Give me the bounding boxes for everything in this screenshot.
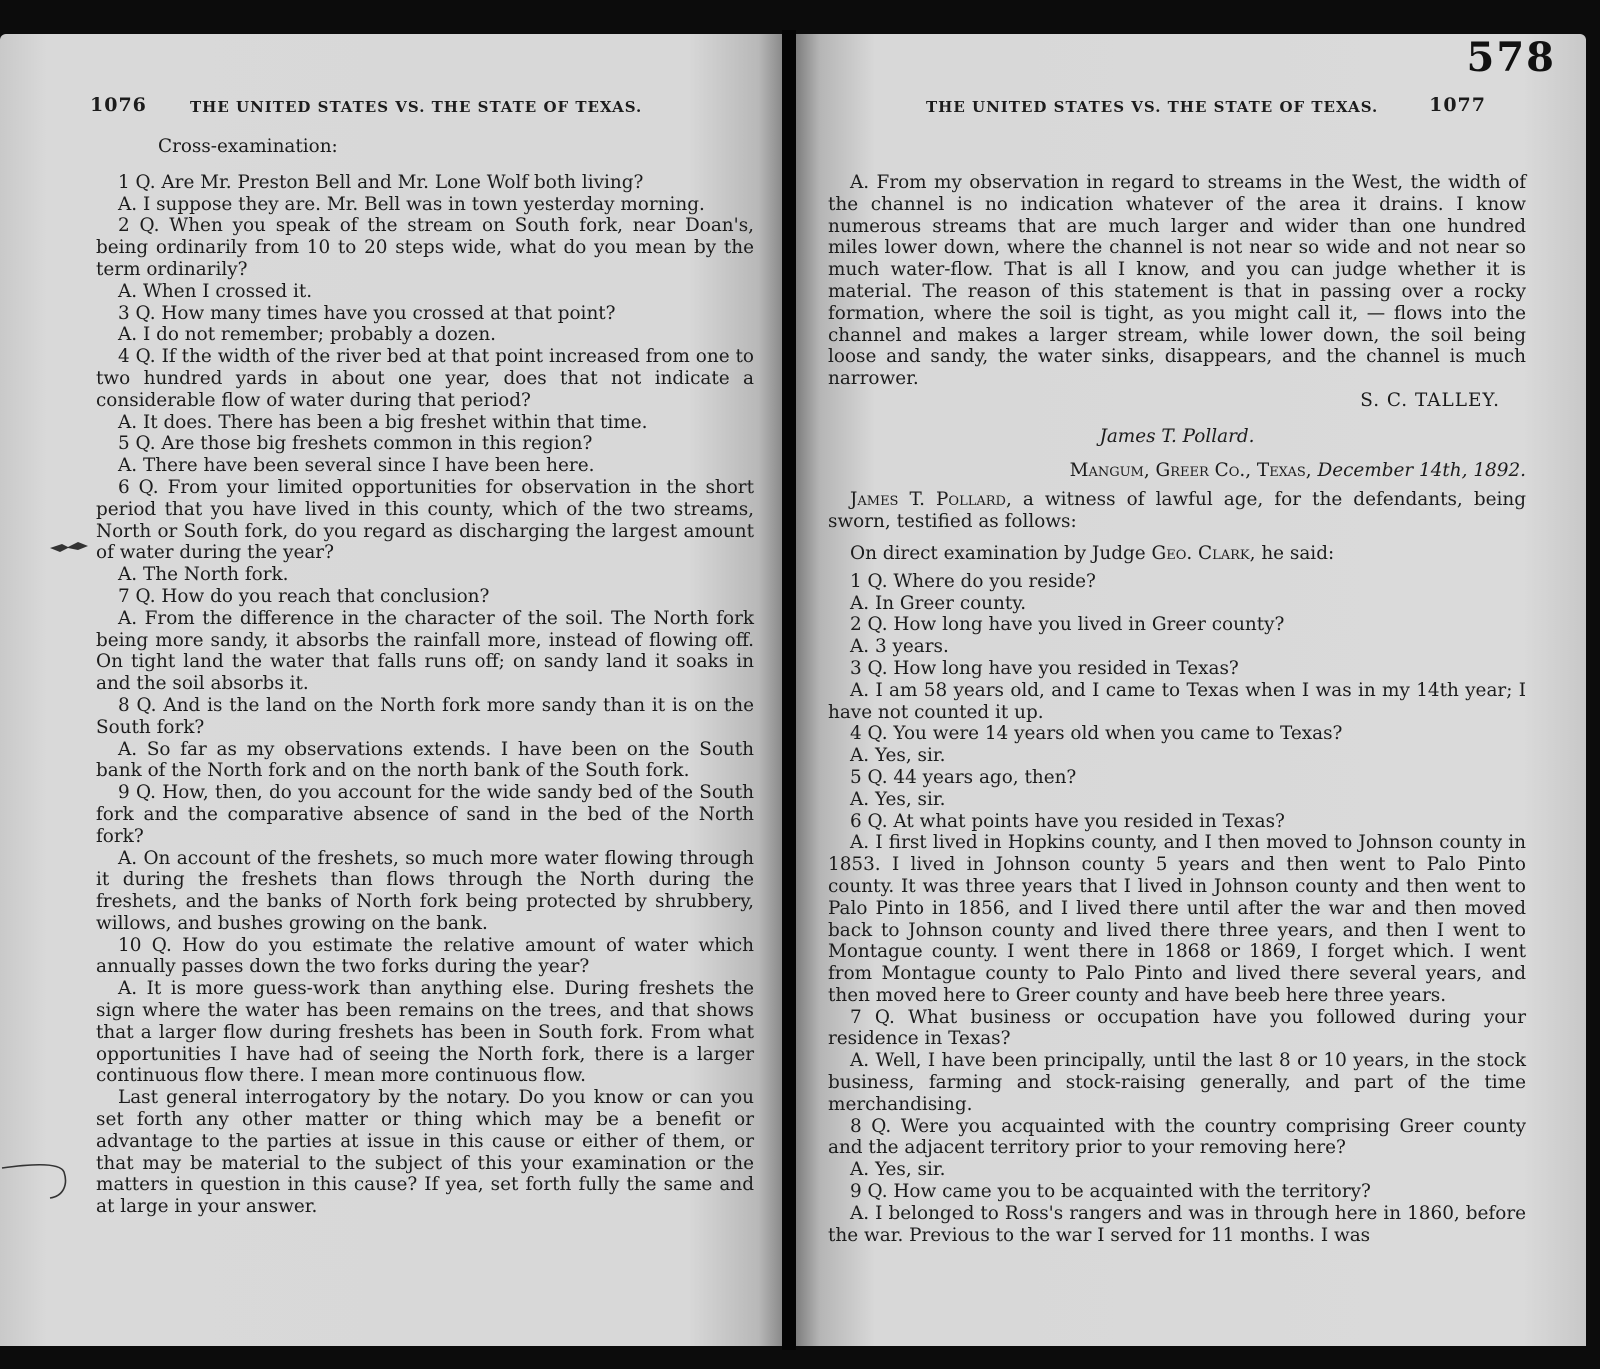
paragraph: 7 Q. What business or occupation have you followed during your residence in Texas? (828, 1006, 1526, 1050)
cross-examination-heading: Cross-examination: (158, 136, 338, 157)
paragraph: A. On account of the freshets, so much more water flowing through it during the freshets than flows through the North during the freshets, and the banks of North fork being protected by shrubbery, willows, and bushes growing on the bank. (96, 847, 754, 934)
paragraph: A. From the difference in the character of the soil. The North fork being more sandy, it absorbs the rainfall more, instead of flowing off. On tight land the water that falls runs off; on sandy land it soaks in and the soil absorbs it. (96, 607, 754, 695)
dateline-place: Mangum, Greer Co., Texas, (1069, 459, 1312, 481)
right-page (796, 34, 1586, 1346)
witness-name: James T. Pollard (850, 489, 1006, 511)
paragraph: 5 Q. 44 years ago, then? (850, 766, 1077, 788)
dateline (828, 460, 1526, 482)
paragraph: 6 Q. From your limited opportunities for observation in the short period that you have lived in this county, which of the two streams, North or South fork, do you regard as discharging the largest amount of water during the year? (96, 476, 754, 564)
paragraph: A. In Greer county. (850, 592, 1027, 614)
paragraph: 1 Q. Are Mr. Preston Bell and Mr. Lone Wolf both living? (118, 171, 644, 193)
paragraph: A. I am 58 years old, and I came to Texas when I was in my 14th year; I have not counted it up. (828, 679, 1526, 723)
left-running-title: THE UNITED STATES VS. THE STATE OF TEXAS. (190, 98, 643, 116)
paragraph: A. Well, I have been principally, until the last 8 or 10 years, in the stock business, farming and stock-raising generally, and part of the time merchandising. (828, 1050, 1526, 1115)
paragraph: A. It is more guess-work than anything else. During freshets the sign where the water has been remains on the trees, and that shows that a larger flow during freshets has been in South fork. From what opportunities I have had of seeing the North fork, there is a larger continuous flow there. I mean more continuous flow. (96, 978, 754, 1087)
paragraph: A. So far as my observations extends. I have been on the South bank of the North fork and on the north bank of the South fork. (96, 738, 754, 782)
margin-bracket-mark-icon (0, 1162, 72, 1202)
paragraph: 3 Q. How many times have you crossed at that point? (118, 302, 616, 324)
paragraph: 9 Q. How came you to be acquainted with the territory? (850, 1181, 1371, 1203)
paragraph: 9 Q. How, then, do you account for the wide sandy bed of the South fork and the comparative absence of sand in the bed of the North fork? (96, 782, 754, 847)
paragraph: 5 Q. Are those big freshets common in this region? (118, 433, 593, 455)
paragraph: 3 Q. How long have you resided in Texas? (850, 657, 1239, 679)
paragraph: 2 Q. How long have you lived in Greer county? (850, 614, 1285, 636)
judge-name: Geo. Clark (1151, 542, 1250, 564)
right-page-text (828, 172, 1526, 1246)
paragraph: A. From my observation in regard to streams in the West, the width of the channel is no indication whatever of the area it drains. I know numerous streams that are much larger and wider than one hundred miles lower down, where the channel is not near so wide and not near so much water-flow. That is all I know, and you can judge whether it is material. The reason of this statement is that in passing over a rocky formation, where the soil is tight, as you might call it, — flows into the channel and makes a larger stream, while lower down, the soil being loose and sandy, the water sinks, disappears, and the channel is much narrower. (828, 172, 1526, 390)
direct-before: On direct examination by Judge (850, 542, 1152, 564)
paragraph: A. I do not remember; probably a dozen. (118, 324, 497, 346)
paragraph: A. Yes, sir. (850, 1159, 946, 1181)
direct-examination-line (828, 543, 1526, 565)
direct-after: , he said: (1249, 542, 1335, 564)
left-page-text (96, 136, 754, 1218)
paragraph: 4 Q. You were 14 years old when you came to Texas? (850, 723, 1343, 745)
paragraph: A. The North fork. (118, 564, 289, 586)
right-running-title: THE UNITED STATES VS. THE STATE OF TEXAS. (926, 98, 1379, 116)
paragraph: 7 Q. How do you reach that conclusion? (118, 585, 490, 607)
paragraph: 1 Q. Where do you reside? (850, 570, 1096, 592)
paragraph: 10 Q. How do you estimate the relative amount of water which annually passes down the two forks during the year? (96, 934, 754, 978)
paragraph: A. Yes, sir. (850, 745, 946, 767)
paragraph: A. There have been several since I have been here. (118, 455, 595, 477)
witness-intro-rest: , a witness of lawful age, for the defendants, being sworn, testified as follows: (828, 489, 1526, 533)
paragraph: 8 Q. And is the land on the North fork more sandy than it is on the South fork? (96, 694, 754, 738)
paragraph: A. I suppose they are. Mr. Bell was in town yesterday morning. (118, 193, 705, 215)
left-page-number: 1076 (90, 94, 147, 116)
paragraph: A. When I crossed it. (118, 280, 313, 302)
left-page (0, 34, 782, 1346)
paragraph: 8 Q. Were you acquainted with the country comprising Greer county and the adjacent territory prior to your removing here? (828, 1115, 1526, 1159)
signature: S. C. TALLEY. (1360, 389, 1500, 411)
paragraph: A. 3 years. (850, 636, 949, 658)
book-gutter (782, 30, 796, 1350)
paragraph: Last general interrogatory by the notary. Do you know or can you set forth any other matter or thing which may be a benefit or advantage to the parties at issue in this cause or either of them, or that may be material to the subject of this your examination or the matters in question in this cause? If yea, set forth fully the same and at large in your answer. (96, 1087, 754, 1218)
paragraph: 4 Q. If the width of the river bed at that point increased from one to two hundred yards in about one year, does that not indicate a considerable flow of water during that period? (96, 346, 754, 411)
paragraph: 6 Q. At what points have you resided in Texas? (850, 810, 1285, 832)
paragraph: A. Yes, sir. (850, 788, 946, 810)
paragraph: A. I belonged to Ross's rangers and was in through here in 1860, before the war. Previous to the war I served for 11 months. I was (828, 1202, 1526, 1246)
paragraph: A. I first lived in Hopkins county, and I then moved to Johnson county in 1853. I lived in Johnson county 5 years and then went to Palo Pinto county. It was three years that I lived in Johnson county and then went to Palo Pinto in 1856, and I lived there until after the war and then moved back to Johnson county and lived there three years, and then I went to Montague county. I went there in 1868 or 1869, I forget which. I went from Montague county to Palo Pinto and lived there several years, and then moved here to Greer county and have beeb here three years. (828, 832, 1526, 1006)
paragraph: A. It does. There has been a big freshet within that time. (118, 411, 648, 433)
dateline-date: December 14th, 1892. (1317, 459, 1526, 481)
paragraph: 2 Q. When you speak of the stream on South fork, near Doan's, being ordinarily from 10 to 20 steps wide, what do you mean by the term ordinarily? (96, 215, 754, 280)
margin-pencil-mark-icon (48, 538, 90, 556)
right-page-number: 1077 (1429, 94, 1486, 116)
witness-heading: James T. Pollard. (1099, 425, 1255, 447)
page-stamp-number: 578 (1466, 34, 1556, 81)
witness-intro (828, 489, 1526, 533)
